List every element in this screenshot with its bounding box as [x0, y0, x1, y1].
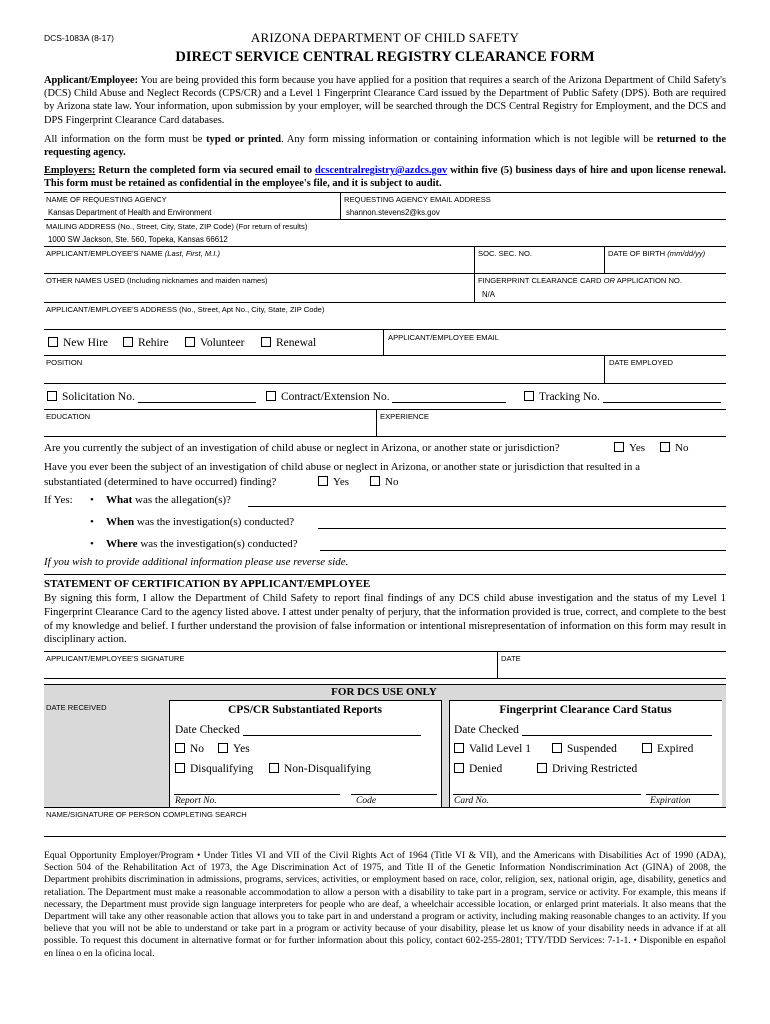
cps-no-option[interactable]: [175, 743, 204, 755]
contract-checkbox[interactable]: [266, 391, 276, 401]
disqualifying-checkbox[interactable]: [175, 763, 185, 773]
card-no-line[interactable]: [453, 794, 641, 795]
new-hire-option[interactable]: [48, 337, 108, 349]
fp-date-checked-line[interactable]: [522, 735, 712, 736]
code-line[interactable]: [351, 794, 437, 795]
dcs-email-link[interactable]: dcscentralregistry@azdcs.gov: [315, 165, 448, 176]
what-question: [106, 494, 231, 506]
tracking-label: Tracking No.: [539, 391, 600, 403]
what-answer-line[interactable]: [248, 506, 726, 507]
new-hire-checkbox[interactable]: [48, 337, 58, 347]
dob-label-a: DATE OF BIRTH: [608, 249, 668, 258]
agency-name-label: NAME OF REQUESTING AGENCY: [46, 195, 167, 204]
suspended-checkbox[interactable]: [552, 743, 562, 753]
what-text: was the allegation(s)?: [132, 494, 231, 506]
q2-line2: substantiated (determined to have occurred) finding?: [44, 476, 277, 488]
q1-no-option[interactable]: [660, 442, 688, 454]
code-label: Code: [356, 796, 377, 806]
signature-date-label: DATE: [501, 654, 521, 663]
experience-label: EXPERIENCE: [380, 412, 429, 421]
expired-label: Expired: [657, 743, 694, 755]
applicant-name-label: [46, 249, 220, 258]
name-signature-search-label: NAME/SIGNATURE OF PERSON COMPLETING SEARCH: [46, 810, 247, 819]
typed-bold2: returned to the requesting agency.: [44, 134, 726, 159]
education-label: EDUCATION: [46, 412, 91, 421]
what-bullet: •: [90, 494, 94, 506]
volunteer-label: Volunteer: [200, 337, 245, 349]
typed-notice: [44, 133, 726, 159]
employers-post: within five (5) business days of hire and upon license renewal. This form must be retained as confidential in the employee's file, and it is subject to audit.: [44, 165, 726, 190]
renewal-label: Renewal: [276, 337, 317, 349]
cps-heading: CPS/CR Substantiated Reports: [228, 704, 382, 716]
mailing-address-value[interactable]: 1000 SW Jackson, Ste. 560, Topeka, Kansas 66612: [48, 235, 228, 244]
when-text: was the investigation(s) conducted?: [134, 516, 295, 528]
suspended-label: Suspended: [567, 743, 617, 755]
q2-line1: Have you ever been the subject of an investigation of child abuse or neglect in Arizona, or another state or jurisdiction that resulted in a: [44, 461, 640, 473]
other-names-label: OTHER NAMES USED (Including nicknames and maiden names): [46, 276, 268, 285]
when-answer-line[interactable]: [318, 528, 726, 529]
solicitation-line[interactable]: [138, 402, 256, 403]
fingerprint-no-label: [478, 276, 682, 285]
volunteer-checkbox[interactable]: [185, 337, 195, 347]
rehire-label: Rehire: [138, 337, 169, 349]
cps-no-checkbox[interactable]: [175, 743, 185, 753]
tracking-checkbox[interactable]: [524, 391, 534, 401]
rehire-checkbox[interactable]: [123, 337, 133, 347]
agency-email-label: REQUESTING AGENCY EMAIL ADDRESS: [344, 195, 491, 204]
q2-no-label: No: [385, 476, 399, 488]
intro-text: You are being provided this form because you have applied for a position that requires a search of the Arizona Department of Child Safety's (DCS) Child Abuse and Neglect Records (CPS/CR) and a Level 1 Fingerprint Clearance Card issued by the Department of Public Safety (DPS). Both are required by Arizona state law. Your information, upon submission by your employer, will be searched through the DCS Central Registry for Employment, and the DCS and DPS Fingerprint Clearance Card databases.: [44, 75, 726, 126]
cps-yes-checkbox[interactable]: [218, 743, 228, 753]
where-bold: Where: [106, 538, 138, 550]
fp-date-checked: [454, 724, 712, 736]
q2-yes-label: Yes: [333, 476, 350, 488]
expiration-label: Expiration: [650, 796, 691, 806]
driving-restricted-label: Driving Restricted: [552, 763, 638, 775]
mailing-address-label: MAILING ADDRESS (No., Street, City, State, ZIP Code) (For return of results): [46, 222, 308, 231]
fp-label-b: OR: [603, 276, 615, 285]
date-employed-label: DATE EMPLOYED: [609, 358, 673, 367]
cps-yes-option[interactable]: [218, 743, 250, 755]
expired-option[interactable]: [642, 743, 693, 755]
name-label-b: (Last, First, M.I.): [164, 249, 221, 258]
tracking-field[interactable]: [524, 391, 721, 403]
q1-yes-checkbox[interactable]: [614, 442, 624, 452]
non-disqualifying-option[interactable]: [269, 763, 371, 775]
where-answer-line[interactable]: [320, 550, 726, 551]
non-disqualifying-label: Non-Disqualifying: [284, 763, 371, 775]
fp-label-a: FINGERPRINT CLEARANCE CARD: [478, 276, 604, 285]
where-question: [106, 538, 298, 550]
fp-status-heading: Fingerprint Clearance Card Status: [499, 704, 672, 716]
typed-post: . Any form missing information or containing information which is not legible will be: [281, 134, 657, 145]
denied-label: Denied: [469, 763, 503, 775]
q1-no-label: No: [675, 442, 689, 454]
when-bold: When: [106, 516, 135, 528]
volunteer-option[interactable]: [185, 337, 245, 349]
rehire-option[interactable]: [123, 337, 169, 349]
q1-text: Are you currently the subject of an investigation of child abuse or neglect in Arizona, or another state or jurisdiction?: [44, 442, 560, 454]
applicant-address-label: APPLICANT/EMPLOYEE'S ADDRESS (No., Street, Apt No., City, State, ZIP Code): [46, 305, 325, 314]
applicant-email-label: APPLICANT/EMPLOYEE EMAIL: [388, 333, 499, 342]
position-label: POSITION: [46, 358, 83, 367]
report-no-label: Report No.: [175, 796, 217, 806]
expired-checkbox[interactable]: [642, 743, 652, 753]
signature-label: APPLICANT/EMPLOYEE'S SIGNATURE: [46, 654, 185, 663]
denied-checkbox[interactable]: [454, 763, 464, 773]
valid-level1-label: Valid Level 1: [469, 743, 531, 755]
q2-no-checkbox[interactable]: [370, 476, 380, 486]
ssn-label: SOC. SEC. NO.: [478, 249, 533, 258]
typed-bold: typed or printed: [206, 134, 282, 145]
non-disqualifying-checkbox[interactable]: [269, 763, 279, 773]
q2-yes-checkbox[interactable]: [318, 476, 328, 486]
contract-field[interactable]: [266, 391, 506, 403]
q2-no-option[interactable]: [370, 476, 398, 488]
certification-heading: STATEMENT OF CERTIFICATION BY APPLICANT/EMPLOYEE: [44, 578, 371, 590]
what-bold: What: [106, 494, 133, 506]
form-number: DCS-1083A (8-17): [44, 33, 114, 43]
when-question: [106, 516, 294, 528]
cps-no-label: No: [190, 743, 205, 755]
typed-pre: All information on the form must be: [44, 134, 207, 145]
q1-no-checkbox[interactable]: [660, 442, 670, 452]
suspended-option[interactable]: [552, 743, 617, 755]
question-current-investigation: [44, 442, 560, 454]
employers-lead: Employers:: [44, 165, 96, 176]
q1-yes-option[interactable]: [614, 442, 645, 454]
date-received-label: DATE RECEIVED: [46, 703, 107, 712]
solicitation-checkbox[interactable]: [47, 391, 57, 401]
name-label-a: APPLICANT/EMPLOYEE'S NAME: [46, 249, 165, 258]
reverse-side-note: If you wish to provide additional information please use reverse side.: [44, 556, 349, 568]
denied-option[interactable]: [454, 763, 502, 775]
card-no-label: Card No.: [454, 796, 490, 806]
form-title: DIRECT SERVICE CENTRAL REGISTRY CLEARANCE FORM: [175, 49, 595, 65]
fingerprint-no-value[interactable]: N/A: [482, 290, 495, 299]
if-yes-label: If Yes:: [44, 494, 73, 506]
employers-pre: Return the completed form via secured email to: [95, 165, 316, 176]
agency-name-header: ARIZONA DEPARTMENT OF CHILD SAFETY: [250, 30, 520, 45]
intro-lead: Applicant/Employee:: [44, 75, 139, 86]
dob-label-b: (mm/dd/yy): [667, 249, 706, 258]
intro-paragraph: [44, 74, 726, 127]
renewal-checkbox[interactable]: [261, 337, 271, 347]
expiration-line[interactable]: [646, 794, 719, 795]
contract-label: Contract/Extension No.: [281, 391, 390, 403]
cps-date-checked: [175, 724, 421, 736]
q2-yes-option[interactable]: [318, 476, 349, 488]
agency-email-value[interactable]: shannon.stevens2@ks.gov: [346, 208, 440, 217]
where-bullet: •: [90, 538, 94, 550]
contract-line[interactable]: [392, 402, 506, 403]
when-bullet: •: [90, 516, 94, 528]
driving-restricted-option[interactable]: [537, 763, 637, 775]
q1-yes-label: Yes: [629, 442, 646, 454]
driving-restricted-checkbox[interactable]: [537, 763, 547, 773]
disqualifying-option[interactable]: [175, 763, 253, 775]
equal-opportunity-notice: Equal Opportunity Employer/Program • Under Titles VI and VII of the Civil Rights Act of 1964 (Title VI & VII), and the Americans with Disabilities Act of 1990 (ADA), Section 504 of the Rehabilitation Act of 1973, the Age Discrimination Act of 1975, and Title II of the Genetic Information Nondiscrimination Act (GINA) of 2008, the Department prohibits discrimination in admissions, programs, services, activities, or employment based on race, color, religion, sex, national origin, age, disability, genetics and retaliation. The Department must make a reasonable accommodation to allow a person with a disability to take part in a program, service or activity. For example, this means if necessary, the Department must provide sign language interpreters for people who are deaf, a wheelchair accessible location, or enlarged print materials. It also means that the Department will take any other reasonable action that allows you to take part in and understand a program or activity, including making reasonable changes to an activity. If you believe that you will not be able to understand or take part in a program or activity because of your disability, please let us know of your disability needs in advance if at all possible. To request this document in alternative format or for further information about this policy, contact 602-255-2801; TTY/TDD Services: 7-1-1. • Disponible en español en línea o en la oficina local.: [44, 850, 726, 959]
valid-level1-option[interactable]: [454, 743, 531, 755]
cps-date-checked-label: Date Checked: [175, 724, 240, 736]
new-hire-label: New Hire: [63, 337, 109, 349]
solicitation-label: Solicitation No.: [62, 391, 135, 403]
tracking-line[interactable]: [603, 402, 721, 403]
valid-level1-checkbox[interactable]: [454, 743, 464, 753]
disqualifying-label: Disqualifying: [190, 763, 254, 775]
renewal-option[interactable]: [261, 337, 316, 349]
dcs-use-heading: FOR DCS USE ONLY: [331, 686, 437, 698]
cps-yes-label: Yes: [233, 743, 250, 755]
certification-text: By signing this form, I allow the Department of Child Safety to report final findings of any DCS child abuse investigation and the status of my Level 1 Fingerprint Clearance Card to the agency listed above. I attest under penalty of perjury, that the information provided is true, correct, and complete to the best of my knowledge and belief. I further understand the provision of false information or intentional misrepresentation of information on this form may result in disciplinary action.: [44, 592, 726, 646]
agency-name-value[interactable]: Kansas Department of Health and Environment: [48, 208, 212, 217]
solicitation-field[interactable]: [47, 391, 256, 403]
fp-date-checked-label: Date Checked: [454, 724, 519, 736]
employers-notice: [44, 164, 726, 190]
report-no-line[interactable]: [174, 794, 340, 795]
cps-date-checked-line[interactable]: [243, 735, 421, 736]
where-text: was the investigation(s) conducted?: [137, 538, 298, 550]
dob-label: [608, 249, 705, 258]
fp-label-c: APPLICATION NO.: [615, 276, 682, 285]
